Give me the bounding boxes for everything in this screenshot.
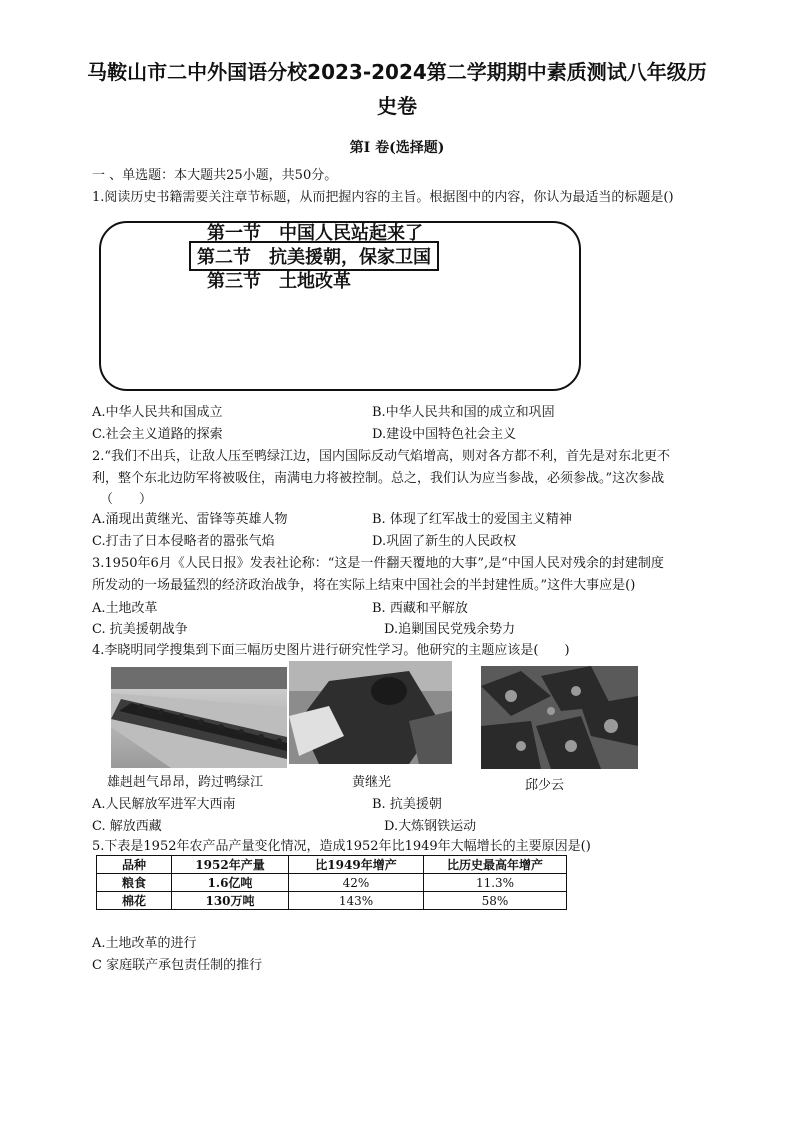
q2-option-c: C.打击了日本侵略者的嚣张气焰 [92,534,275,549]
table-cell: 130万吨 [172,892,289,910]
q5-option-c: C 家庭联产承包责任制的推行 [92,958,263,973]
table-row [97,892,567,910]
q3-option-d: D.追剿国民党残余势力 [384,622,516,637]
q1-option-a: A.中华人民共和国成立 [92,405,223,420]
table-cell: 粮食 [97,874,172,892]
question-2-stem-line-1: 2.“我们不出兵，让敌人压至鸭绿江边，国内国际反动气焰增高，则对各方都不利，首先是对东北更不 [92,449,671,464]
page-title: 马鞍山市二中外国语分校2023-2024第二学期期中素质测试八年级历 [87,60,707,84]
chapter-line-1: 第一节 中国人民站起来了 [207,223,423,244]
q1-option-b: B.中华人民共和国的成立和巩固 [372,405,555,420]
table-cell: 1.6亿吨 [172,874,289,892]
q4-option-d: D.大炼钢铁运动 [384,819,477,834]
qiu-shaoyun-photo [481,666,638,769]
photo-caption-2: 黄继光 [352,775,392,790]
question-4-stem: 4.李晓明同学搜集到下面三幅历史图片进行研究性学习。他研究的主题应该是( ) [92,643,570,658]
chapter-line-3: 第三节 土地改革 [207,271,351,292]
q4-option-b: B. 抗美援朝 [372,797,442,812]
huang-jiguang-photo [289,661,452,764]
q3-option-b: B. 西藏和平解放 [372,601,468,616]
table-header: 比历史最高年增产 [424,856,567,874]
table-cell: 58% [424,892,567,910]
question-2-stem-line-2: 利，整个东北边防军将被吸住，南满电力将被控制。总之，我们认为应当参战，必须参战。”这次参战 [92,471,665,486]
photo-caption-1: 雄赳赳气昂昂，跨过鸭绿江 [107,775,264,790]
table-row [97,874,567,892]
table-cell: 143% [289,892,424,910]
table-cell: 42% [289,874,424,892]
table-header: 比1949年增产 [289,856,424,874]
table-cell: 11.3% [424,874,567,892]
production-table [96,855,567,910]
troops-crossing-river-photo [111,667,287,768]
question-3-stem-line-2: 所发动的一场最猛烈的经济政治战争，将在实际上结束中国社会的半封建性质。”这件大事应是() [92,578,636,593]
table-header-row [97,856,567,874]
section-title: 第I 卷(选择题) [349,140,445,156]
question-2-answer-blank: （ ） [100,492,153,507]
part-header: 一 、单选题：本大题共25小题，共50分。 [92,168,338,183]
q3-option-a: A.土地改革 [92,601,158,616]
question-3-stem-line-1: 3.1950年6月《人民日报》发表社论称：“这是一件翻天覆地的大事”,是“中国人民对残余的封建制度 [92,556,664,571]
page-title-continued: 史卷 [377,94,417,118]
q1-option-c: C.社会主义道路的探索 [92,427,223,442]
q2-option-d: D.巩固了新生的人民政权 [372,534,517,549]
table-header: 品种 [97,856,172,874]
question-5-stem: 5.下表是1952年农产品产量变化情况，造成1952年比1949年大幅增长的主要原因是() [92,839,591,854]
table-cell: 棉花 [97,892,172,910]
table-header: 1952年产量 [172,856,289,874]
question-1-stem: 1.阅读历史书籍需要关注章节标题，从而把握内容的主旨。根据图中的内容，你认为最适当的标题是() [92,190,674,205]
q4-option-a: A.人民解放军进军大西南 [92,797,236,812]
q1-option-d: D.建设中国特色社会主义 [372,427,517,442]
q4-option-c: C. 解放西藏 [92,819,162,834]
q2-option-a: A.涌现出黄继光、雷锋等英雄人物 [92,512,288,527]
q3-option-c: C. 抗美援朝战争 [92,622,188,637]
q2-option-b: B. 体现了红军战士的爱国主义精神 [372,512,572,527]
photo-caption-3: 邱少云 [525,778,565,793]
q5-option-a: A.土地改革的进行 [92,936,197,951]
chapter-titles-box [99,221,581,391]
chapter-line-2-highlighted: 第二节 抗美援朝，保家卫国 [189,241,439,271]
